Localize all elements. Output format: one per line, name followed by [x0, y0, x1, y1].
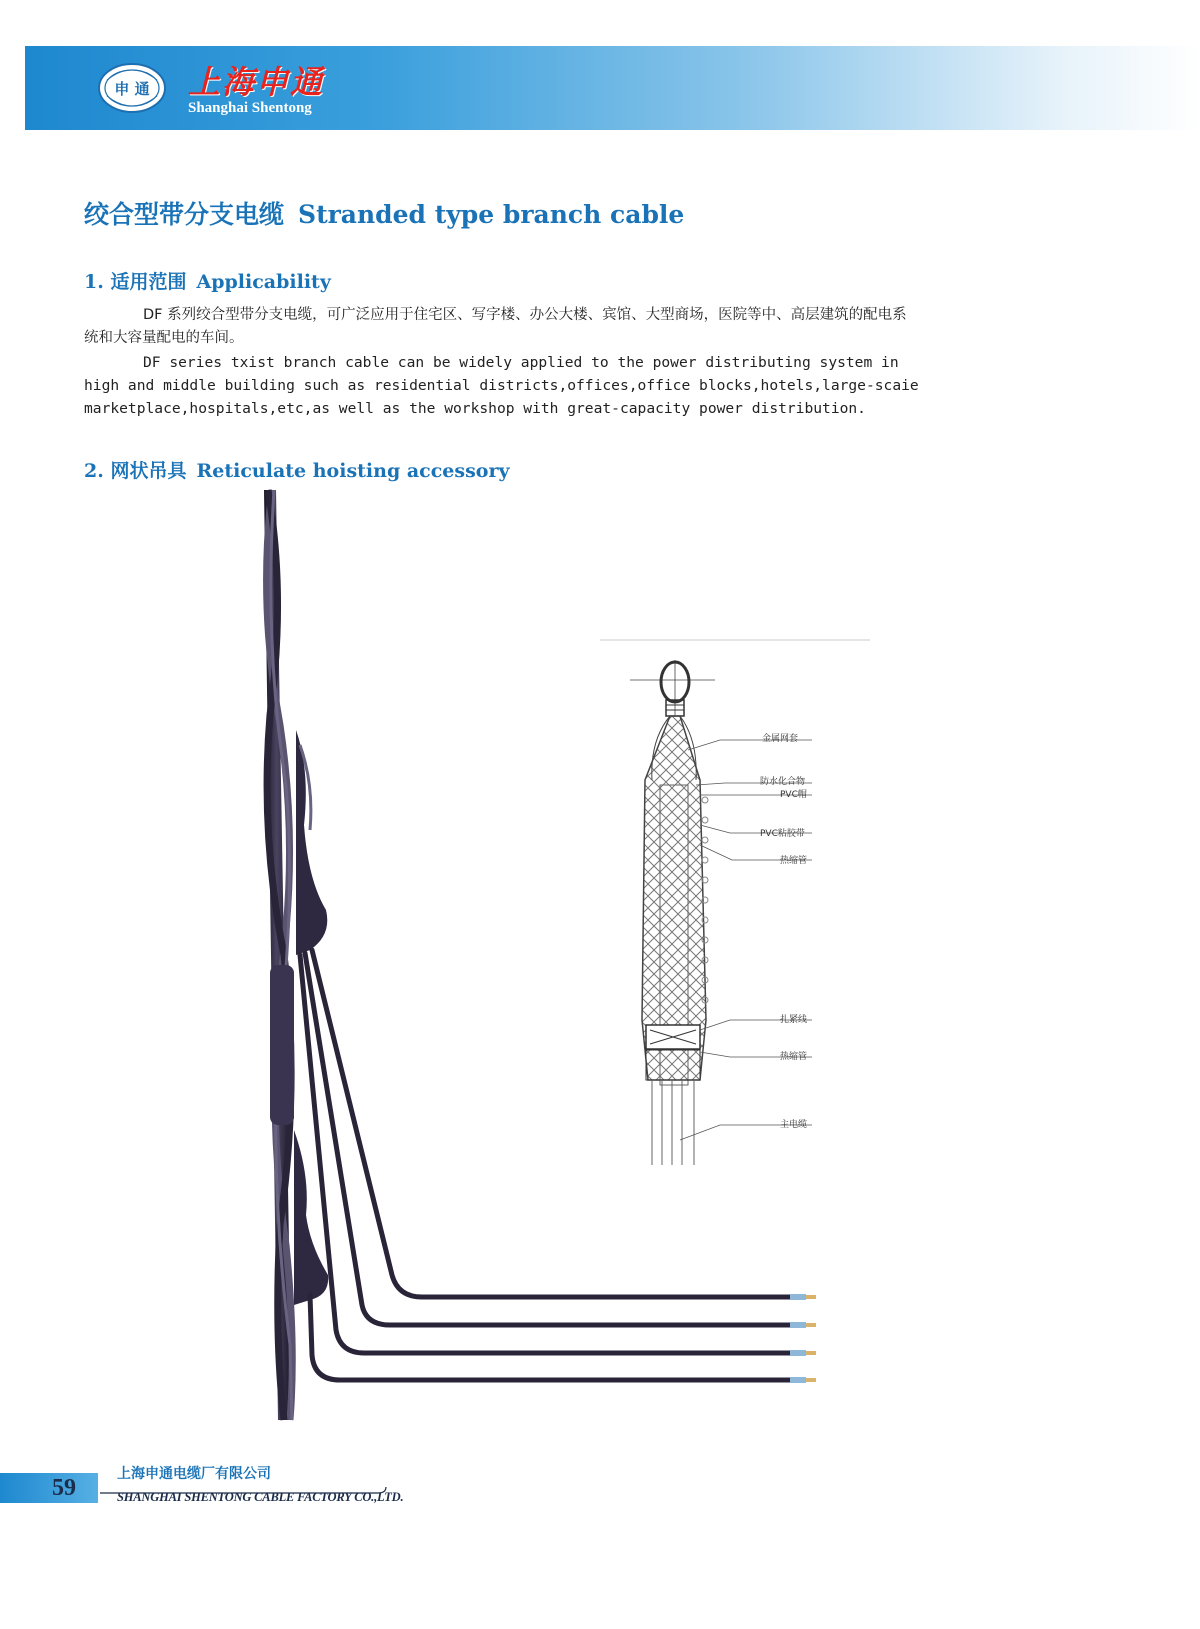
applicability-text-en: DF series txist branch cable can be widely applied to the power distributing system in high and middle building such as residential districts,offices,office blocks,hotels,large-scaie marketplace,hospitals,etc,as well as the workshop with great-capacity power distribution. [84, 354, 919, 417]
page-title-en: Stranded type branch cable [298, 200, 685, 229]
section-heading-applicability [84, 270, 331, 294]
section-number: 1. [84, 271, 104, 293]
section-title-en: Applicability [196, 271, 331, 293]
company-logo-icon [97, 62, 167, 114]
diagram-label-waterproof-compound: 防水化合物 [760, 777, 806, 787]
brand-name-cn: 上海申通 [188, 63, 325, 101]
cable-conductor-tips [790, 1294, 816, 1383]
applicability-text-cn: DF 系列绞合型带分支电缆，可广泛应用于住宅区、写字楼、办公大楼、宾馆、大型商场，医院等中、高层建筑的配电系统和大容量配电的车间。 [84, 307, 907, 346]
diagram-label-pvc-tape: PVC粘胶带 [760, 829, 805, 839]
diagram-label-main-cable: 主电缆 [780, 1120, 808, 1130]
footer-company-cn: 上海申通电缆厂有限公司 [117, 1466, 271, 1482]
page-title [84, 200, 684, 230]
section-title-en: Reticulate hoisting accessory [196, 460, 510, 482]
main-cable-trunk [264, 490, 292, 1420]
brand-name-en: Shanghai Shentong [188, 100, 312, 116]
section-title-cn: 网状吊具 [110, 460, 187, 482]
section-title-cn: 适用范围 [110, 271, 187, 293]
diagram-label-binding-wire: 扎紧线 [780, 1015, 808, 1025]
diagram-label-heat-shrink-tube: 热缩管 [780, 856, 808, 866]
section-number: 2. [84, 460, 104, 482]
section-heading-hoisting [84, 459, 510, 483]
footer-company-en: SHANGHAI SHENTONG CABLE FACTORY CO.,LTD. [117, 1490, 404, 1504]
hoisting-accessory-diagram [600, 620, 870, 1180]
diagram-label-metal-mesh: 金属网套 [762, 734, 799, 744]
header-banner [25, 46, 1200, 130]
logo-text: 申 通 [114, 80, 150, 98]
cable-sheath [270, 965, 294, 1125]
diagram-label-pvc-cap: PVC帽 [780, 790, 807, 800]
diagram-label-heat-shrink-tube-2: 热缩管 [780, 1052, 808, 1062]
page-title-cn: 绞合型带分支电缆 [84, 200, 285, 229]
upper-branch-joint [296, 730, 327, 955]
page-number: 59 [52, 1475, 76, 1501]
footer-page-bar [0, 1473, 98, 1503]
